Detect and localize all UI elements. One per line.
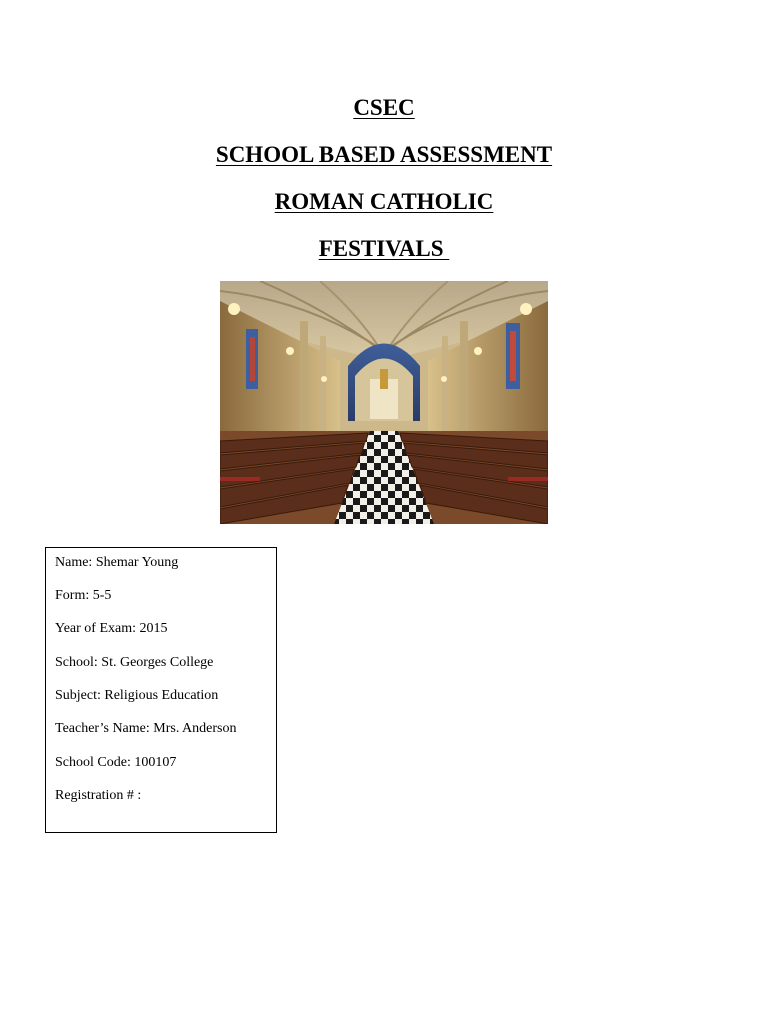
cathedral-interior-image bbox=[220, 281, 548, 524]
student-name: Name: Shemar Young bbox=[55, 555, 179, 570]
title-roman-catholic: ROMAN CATHOLIC bbox=[274, 189, 494, 214]
school-name: School: St. Georges College bbox=[55, 655, 214, 670]
teacher-name: Teacher’s Name: Mrs. Anderson bbox=[55, 721, 237, 736]
exam-year: Year of Exam: 2015 bbox=[55, 621, 168, 636]
title-csec: CSEC bbox=[353, 95, 415, 120]
registration-number: Registration # : bbox=[55, 788, 142, 803]
title-school-based-assessment: SCHOOL BASED ASSESSMENT bbox=[215, 142, 553, 167]
school-code: School Code: 100107 bbox=[55, 755, 177, 770]
student-info-box bbox=[45, 547, 277, 833]
title-festivals: FESTIVALS bbox=[318, 236, 450, 261]
student-form: Form: 5-5 bbox=[55, 588, 112, 603]
subject-name: Subject: Religious Education bbox=[55, 688, 219, 703]
